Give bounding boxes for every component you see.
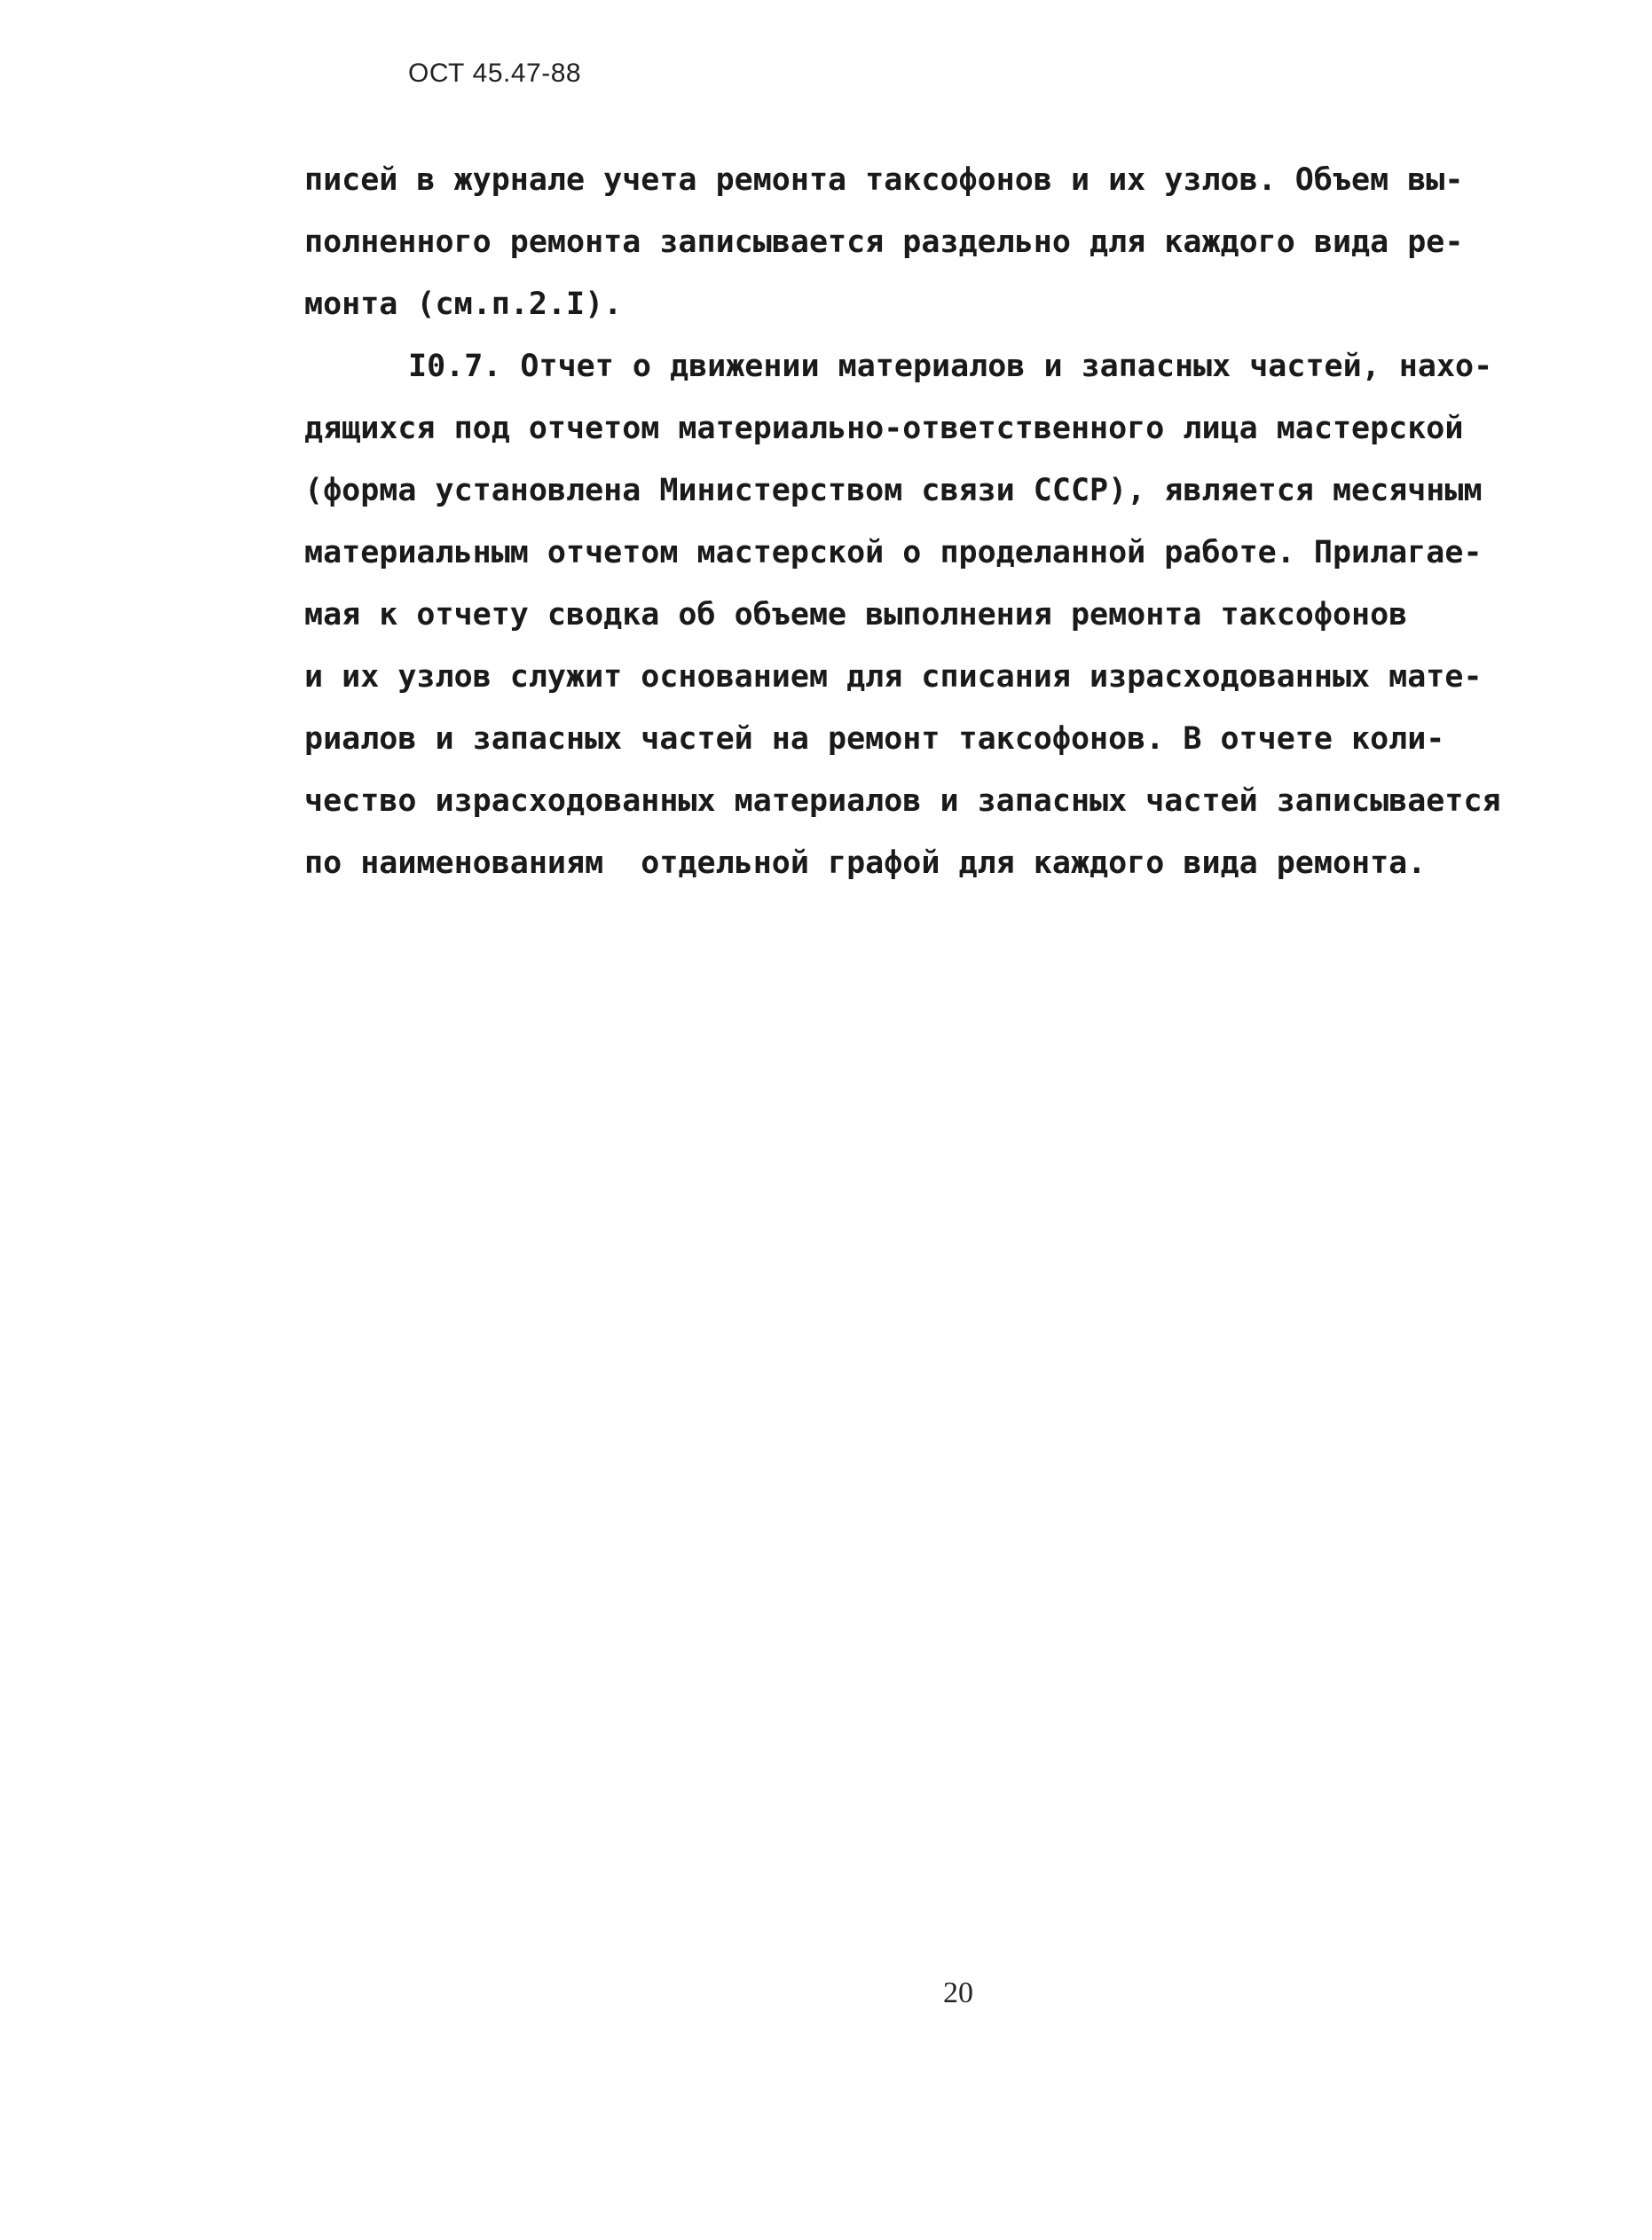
text-line: писей в журнале учета ремонта таксофонов и их узлов. Объем вы- bbox=[304, 162, 1464, 198]
text-line: монта (см.п.2.I). bbox=[304, 287, 623, 322]
text-line: (форма установлена Министерством связи СССР), является месячным bbox=[304, 473, 1483, 508]
text-line: риалов и запасных частей на ремонт таксофонов. В отчете коли- bbox=[304, 721, 1445, 757]
body-text bbox=[304, 149, 1511, 894]
text-line: материальным отчетом мастерской о проделанной работе. Прилагае- bbox=[304, 535, 1483, 570]
paragraph-start-line: I0.7. Отчет о движении материалов и запасных частей, нахо- bbox=[408, 349, 1493, 384]
text-line: чество израсходованных материалов и запасных частей записывается bbox=[304, 783, 1501, 819]
text-line: мая к отчету сводка об объеме выполнения ремонта таксофонов bbox=[304, 597, 1408, 633]
text-line: и их узлов служит основанием для списания израсходованных мате- bbox=[304, 659, 1483, 695]
document-header: ОСТ 45.47-88 bbox=[408, 59, 582, 88]
text-line: по наименованиям отдельной графой для каждого вида ремонта. bbox=[304, 845, 1427, 881]
page-number: 20 bbox=[943, 1977, 973, 2009]
text-line: дящихся под отчетом материально-ответственного лица мастерской bbox=[304, 411, 1464, 446]
text-line: полненного ремонта записывается раздельно для каждого вида ре- bbox=[304, 224, 1464, 260]
